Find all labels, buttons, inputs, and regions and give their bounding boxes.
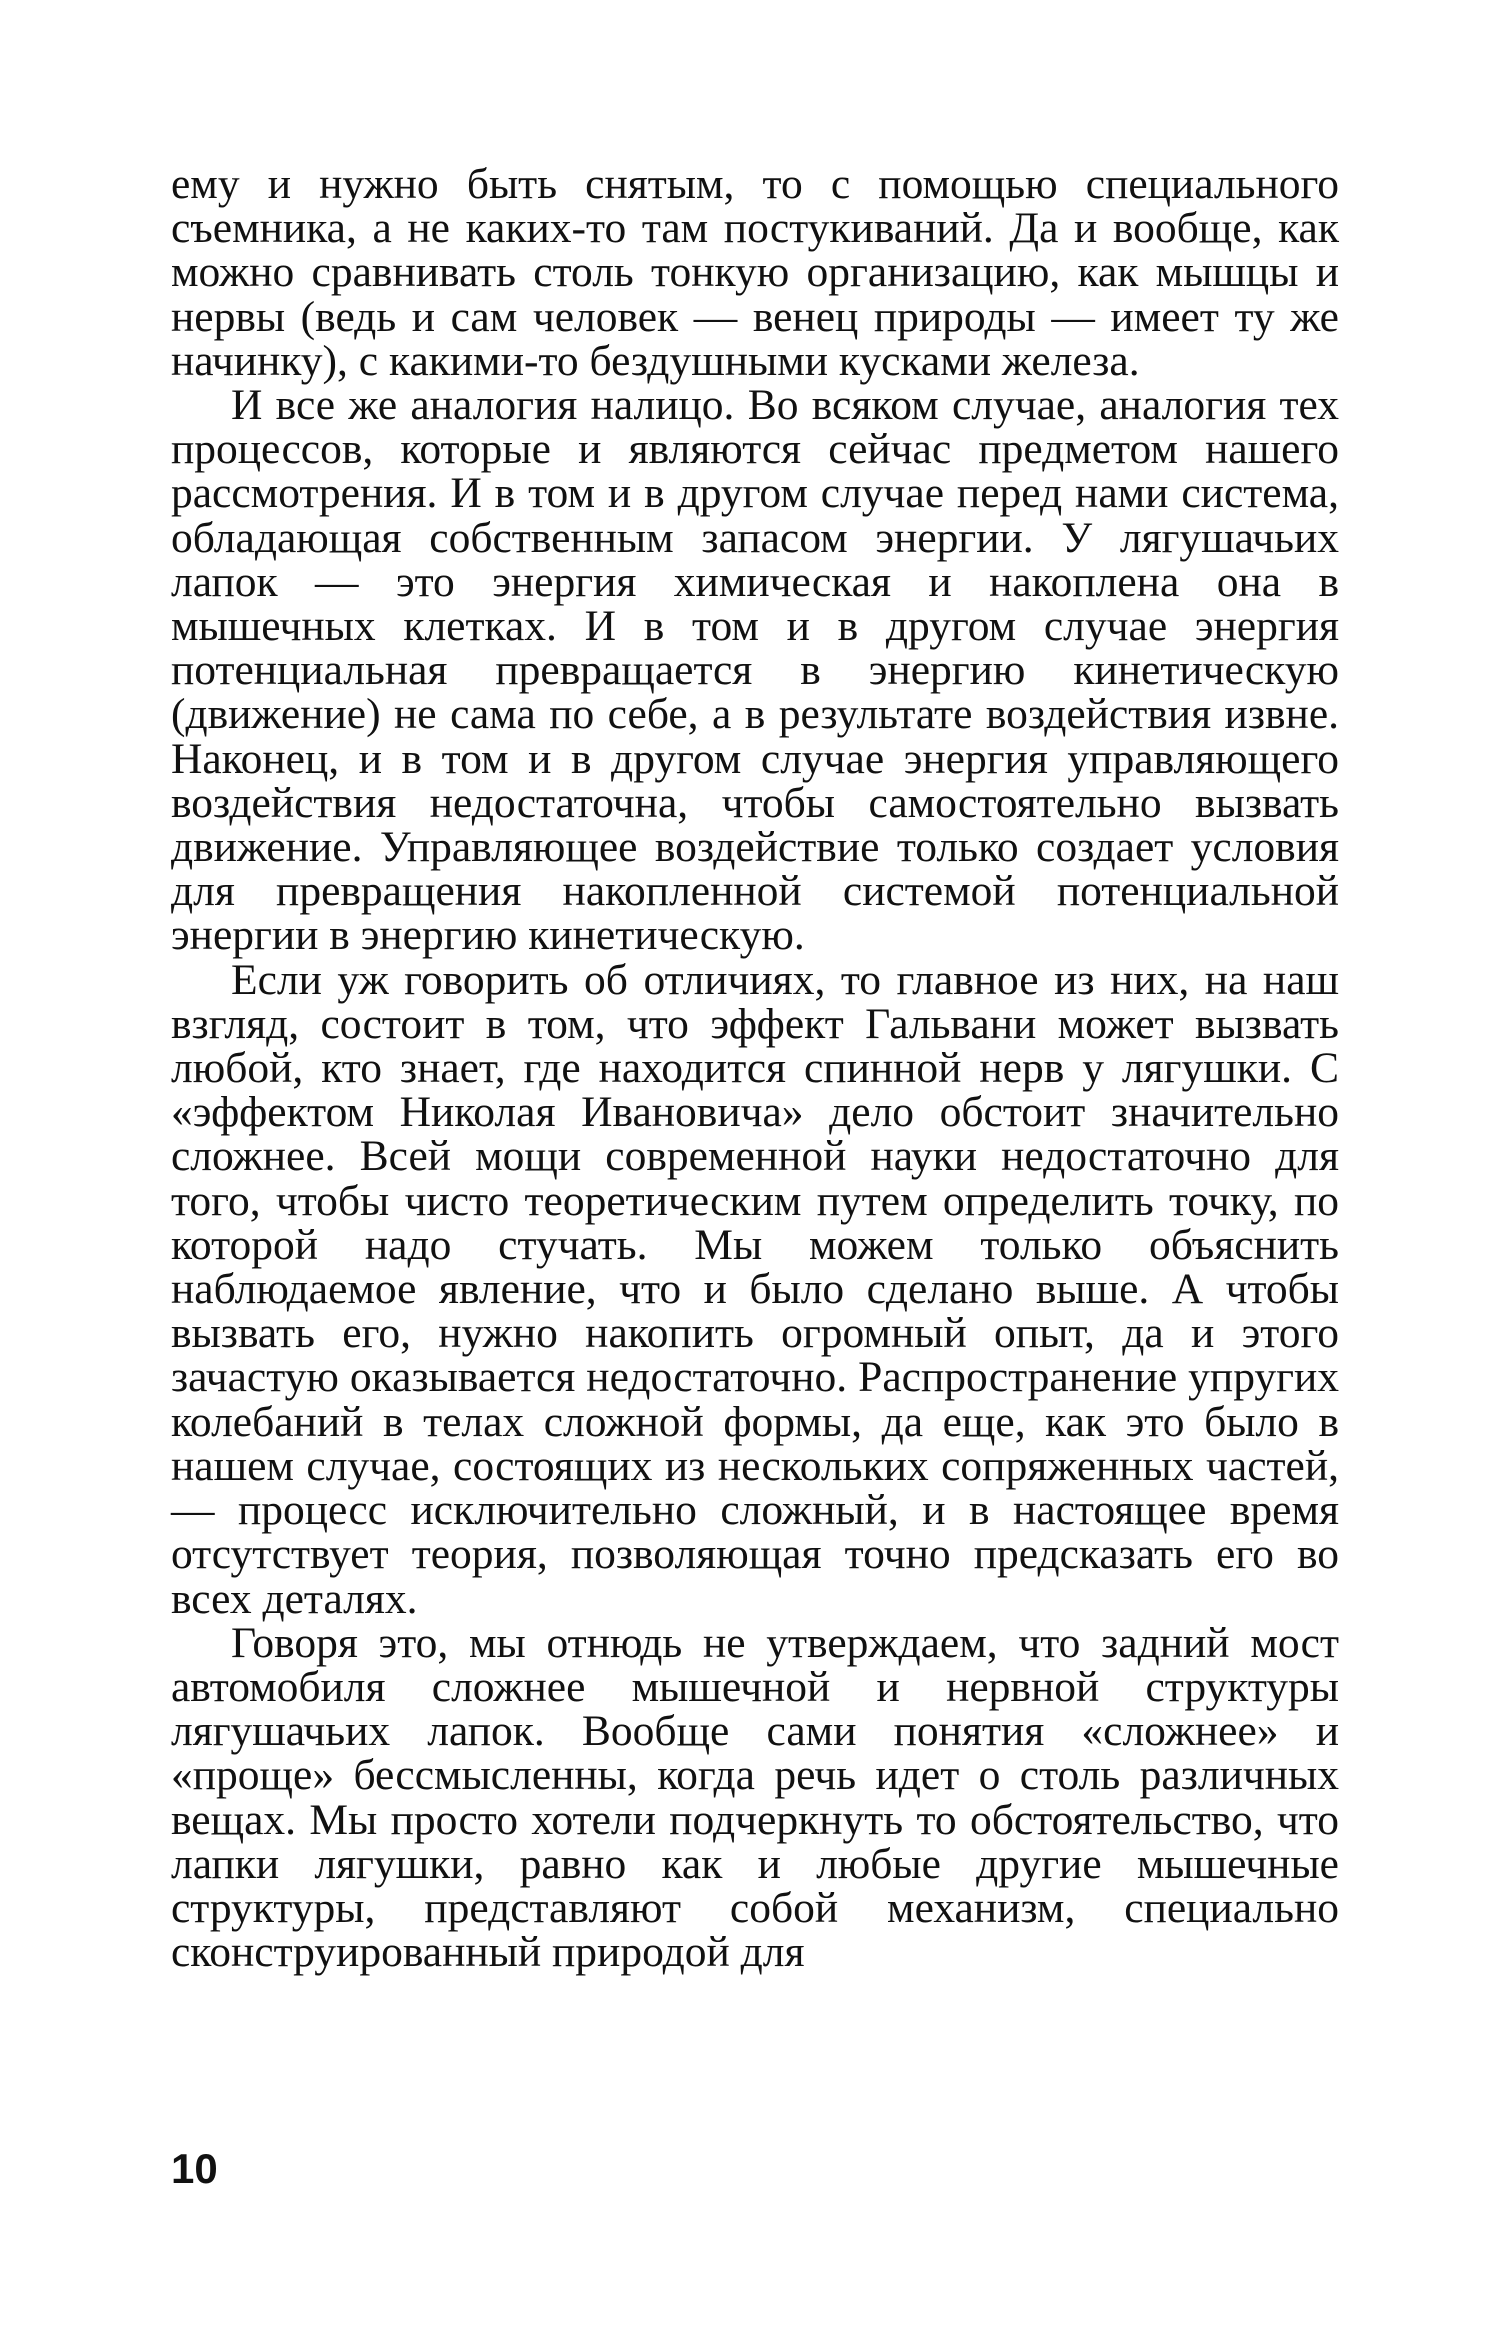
page-number: 10 xyxy=(171,2145,218,2192)
paragraph-differences: Если уж говорить об отличиях, то главное из них, на наш взгляд, состоит в том, что эффект Гальвани может вызвать любой, кто знает, где находится спинной нерв у лягушки. С «эффектом Николая Ивановича» дело обстоит значительно сложнее. Всей мощи современной науки недостаточно для того, чтобы чисто теоретическим путем определить точку, по которой надо стучать. Мы можем только объяснить наблюдаемое явление, что и было сделано выше. А чтобы вызвать его, нужно накопить огромный опыт, да и этого зачастую оказывается недостаточно. Распространение упругих колебаний в телах сложной формы, да еще, как это было в нашем случае, состоящих из нескольких сопряженных частей, — процесс исключительно сложный, и в настоящее время отсутствует теория, позволяющая точно предсказать его во всех деталях. xyxy=(171,955,1339,1623)
paragraph-complexity: Говоря это, мы отнюдь не утверждаем, что задний мост автомобиля сложнее мышечной и нервной структуры лягушачьих лапок. Вообще сами понятия «сложнее» и «проще» бессмысленны, когда речь идет о столь различных вещах. Мы просто хотели подчеркнуть то обстоятельство, что лапки лягушки, равно как и любые другие мышечные структуры, представляют собой механизм, специально сконструированный природой для xyxy=(171,1618,1339,1977)
paragraph-continuation: ему и нужно быть снятым, то с помощью специального съемника, а не каких-то там постукиваний. Да и вообще, как можно сравнивать столь тонкую организацию, как мышцы и нервы (ведь и сам человек — венец природы — имеет ту же начинку), с какими-то бездушными кусками железа. xyxy=(171,160,1339,385)
page-body xyxy=(171,160,1339,1977)
paragraph-analogy: И все же аналогия налицо. Во всяком случае, аналогия тех процессов, которые и являются сейчас предметом нашего рассмотрения. И в том и в другом случае перед нами система, обладающая собственным запасом энергии. У лягушачьих лапок — это энергия химическая и накоплена она в мышечных клетках. И в том и в другом случае энергия потенциальная превращается в энергию кинетическую (движение) не сама по себе, а в результате воздействия извне. Наконец, и в том и в другом случае энергия управляющего воздействия недостаточна, чтобы самостоятельно вызвать движение. Управляющее воздействие только создает условия для превращения накопленной системой потенциальной энергии в энергию кинетическую. xyxy=(171,381,1339,960)
